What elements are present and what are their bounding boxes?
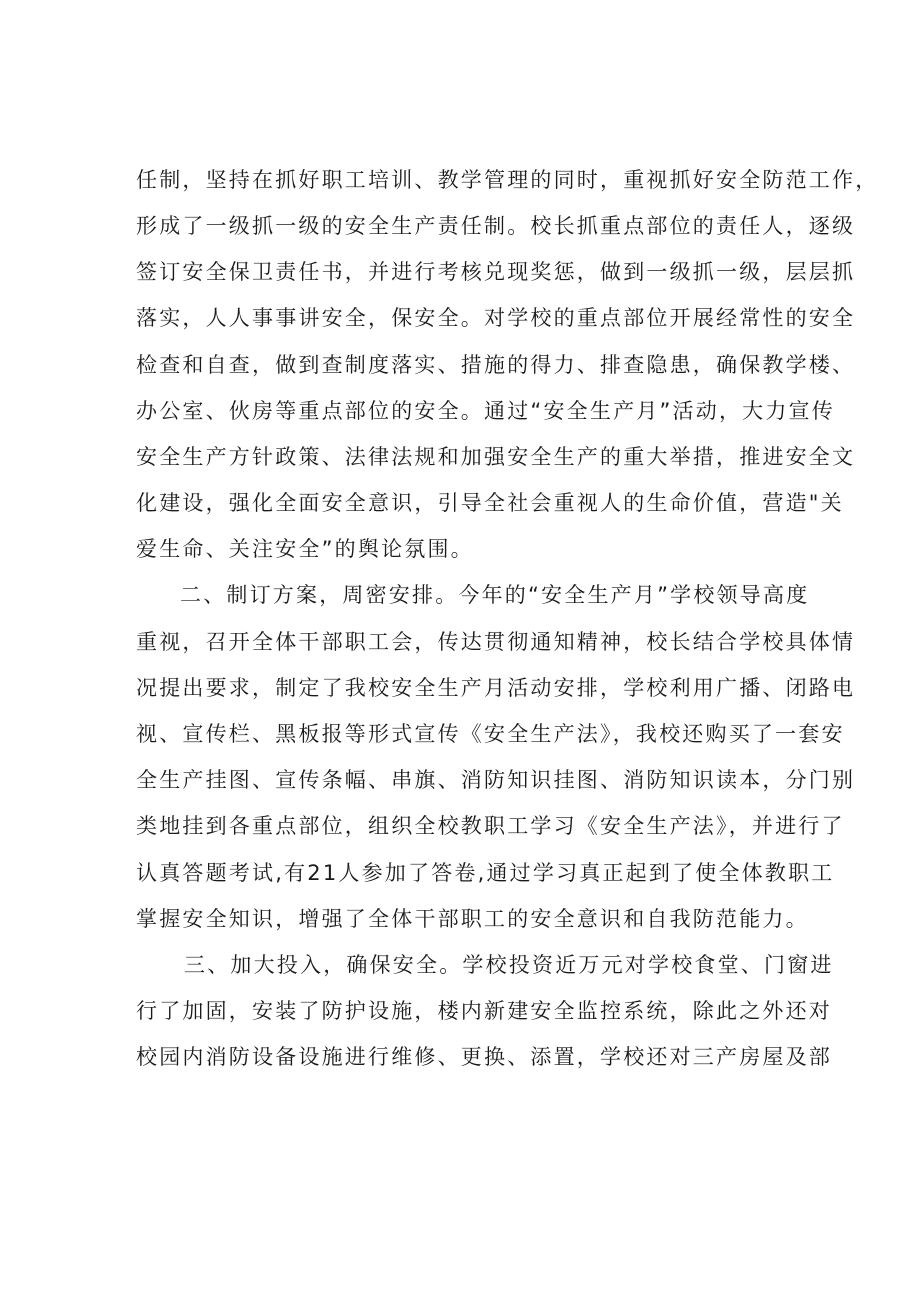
- paragraph-line: 类地挂到各重点部位，组织全校教职工学习《安全生产法》，并进行了: [136, 814, 845, 838]
- paragraph-line: 行了加固，安装了防护设施，楼内新建安全监控系统，除此之外还对: [136, 999, 832, 1023]
- paragraph-line: 检查和自查，做到查制度落实、措施的得力、排查隐患，确保教学楼、: [136, 353, 856, 377]
- paragraph-line: 落实，人人事事讲安全，保安全。对学校的重点部位开展经常性的安全: [136, 306, 856, 330]
- paragraph-line: 二、制订方案，周密安排。今年的“安全生产月”学校领导高度: [180, 583, 810, 607]
- paragraph-line: 爱生命、关注安全”的舆论氛围。: [136, 537, 474, 561]
- paragraph-line: 安全生产方针政策、法律法规和加强安全生产的重大举措，推进安全文: [136, 445, 856, 469]
- paragraph-line: 视、宣传栏、黑板报等形式宣传《安全生产法》，我校还购买了一套安: [136, 722, 845, 746]
- paragraph-line: 况提出要求，制定了我校安全生产月活动安排，学校利用广播、闭路电: [136, 676, 856, 700]
- paragraph-line: 三、加大投入，确保安全。学校投资近万元对学校食堂、门窗进: [184, 953, 834, 977]
- paragraph-line: 签订安全保卫责任书，并进行考核兑现奖惩，做到一级抓一级，层层抓: [136, 260, 856, 284]
- paragraph-line: 校园内消防设备设施进行维修、更换、添置，学校还对三产房屋及部: [136, 1045, 832, 1069]
- paragraph-line: 办公室、伙房等重点部位的安全。通过“安全生产月”活动，大力宣传: [136, 399, 835, 423]
- paragraph-line: 形成了一级抓一级的安全生产责任制。校长抓重点部位的责任人，逐级: [136, 214, 856, 238]
- paragraph-line: 化建设，强化全面安全意识，引导全社会重视人的生命价值，营造"关: [136, 491, 844, 515]
- paragraph-line: 认真答题考试,有21人参加了答卷,通过学习真正起到了使全体教职工: [136, 861, 835, 885]
- paragraph-line: 重视，召开全体干部职工会，传达贯彻通知精神，校长结合学校具体情: [136, 630, 856, 654]
- paragraph-line: 任制，坚持在抓好职工培训、教学管理的同时，重视抓好安全防范工作，: [136, 168, 879, 192]
- paragraph-line: 全生产挂图、宣传条幅、串旗、消防知识挂图、消防知识读本，分门别: [136, 768, 856, 792]
- paragraph-line: 掌握安全知识，增强了全体干部职工的安全意识和自我防范能力。: [136, 907, 809, 931]
